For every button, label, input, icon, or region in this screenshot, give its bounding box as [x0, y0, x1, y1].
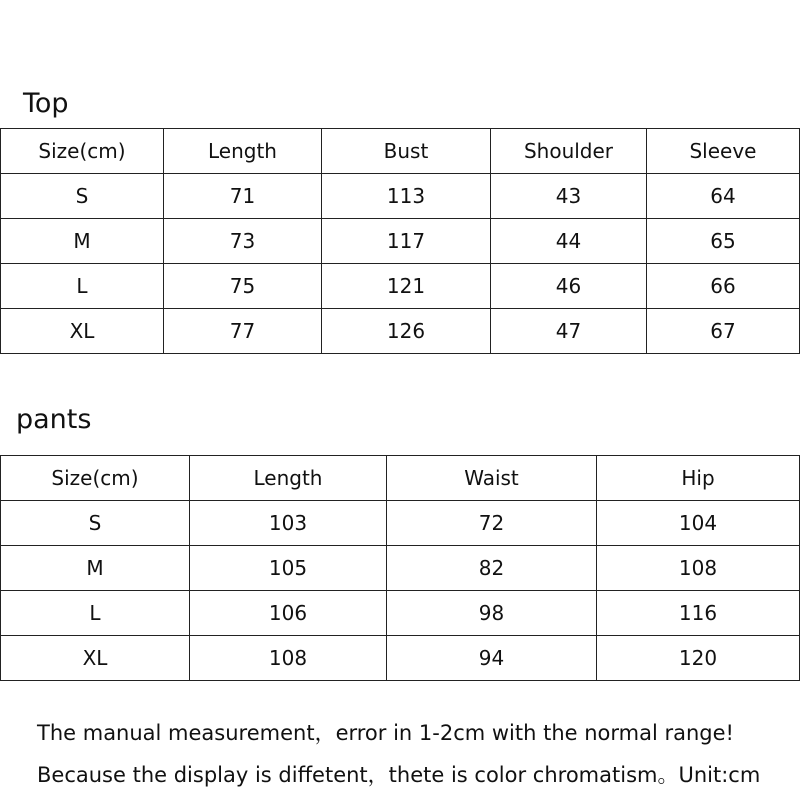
table-cell: 106 [190, 591, 387, 636]
size-cell: XL [1, 636, 190, 681]
table-cell: 121 [322, 264, 491, 309]
top-size-table [0, 128, 800, 354]
table-row [1, 501, 800, 546]
table-cell: 72 [387, 501, 597, 546]
size-cell: L [1, 591, 190, 636]
table-cell: 46 [491, 264, 647, 309]
header-cell: Sleeve [647, 129, 800, 174]
size-cell: M [1, 219, 164, 264]
size-cell: XL [1, 309, 164, 354]
table-cell: 104 [597, 501, 800, 546]
table-cell: 116 [597, 591, 800, 636]
table-cell: 105 [190, 546, 387, 591]
header-cell: Waist [387, 456, 597, 501]
table-cell: 113 [322, 174, 491, 219]
table-row [1, 591, 800, 636]
table-cell: 94 [387, 636, 597, 681]
table-row [1, 546, 800, 591]
header-cell: Size(cm) [1, 129, 164, 174]
table-row [1, 309, 800, 354]
table-cell: 71 [164, 174, 322, 219]
table-cell: 67 [647, 309, 800, 354]
table-row [1, 174, 800, 219]
color-note: Because the display is diffetent，thete is color chromatism。Unit:cm [37, 763, 761, 787]
table-cell: 82 [387, 546, 597, 591]
table-cell: 126 [322, 309, 491, 354]
pants-size-table [0, 455, 800, 681]
table-cell: 65 [647, 219, 800, 264]
header-cell: Hip [597, 456, 800, 501]
size-cell: M [1, 546, 190, 591]
table-cell: 120 [597, 636, 800, 681]
size-cell: S [1, 174, 164, 219]
measurement-note: The manual measurement，error in 1-2cm with the normal range! [37, 721, 734, 745]
table-row [1, 219, 800, 264]
header-cell: Length [190, 456, 387, 501]
table-cell: 77 [164, 309, 322, 354]
table-cell: 75 [164, 264, 322, 309]
table-header-row [1, 456, 800, 501]
pants-section-title: pants [16, 404, 92, 435]
table-cell: 66 [647, 264, 800, 309]
table-row [1, 636, 800, 681]
table-cell: 47 [491, 309, 647, 354]
size-cell: L [1, 264, 164, 309]
size-cell: S [1, 501, 190, 546]
top-section-title: Top [23, 88, 69, 119]
table-cell: 117 [322, 219, 491, 264]
table-cell: 108 [190, 636, 387, 681]
table-header-row [1, 129, 800, 174]
table-cell: 103 [190, 501, 387, 546]
table-cell: 44 [491, 219, 647, 264]
header-cell: Size(cm) [1, 456, 190, 501]
header-cell: Shoulder [491, 129, 647, 174]
table-cell: 108 [597, 546, 800, 591]
table-cell: 98 [387, 591, 597, 636]
header-cell: Bust [322, 129, 491, 174]
table-cell: 73 [164, 219, 322, 264]
table-cell: 64 [647, 174, 800, 219]
header-cell: Length [164, 129, 322, 174]
table-cell: 43 [491, 174, 647, 219]
table-row [1, 264, 800, 309]
